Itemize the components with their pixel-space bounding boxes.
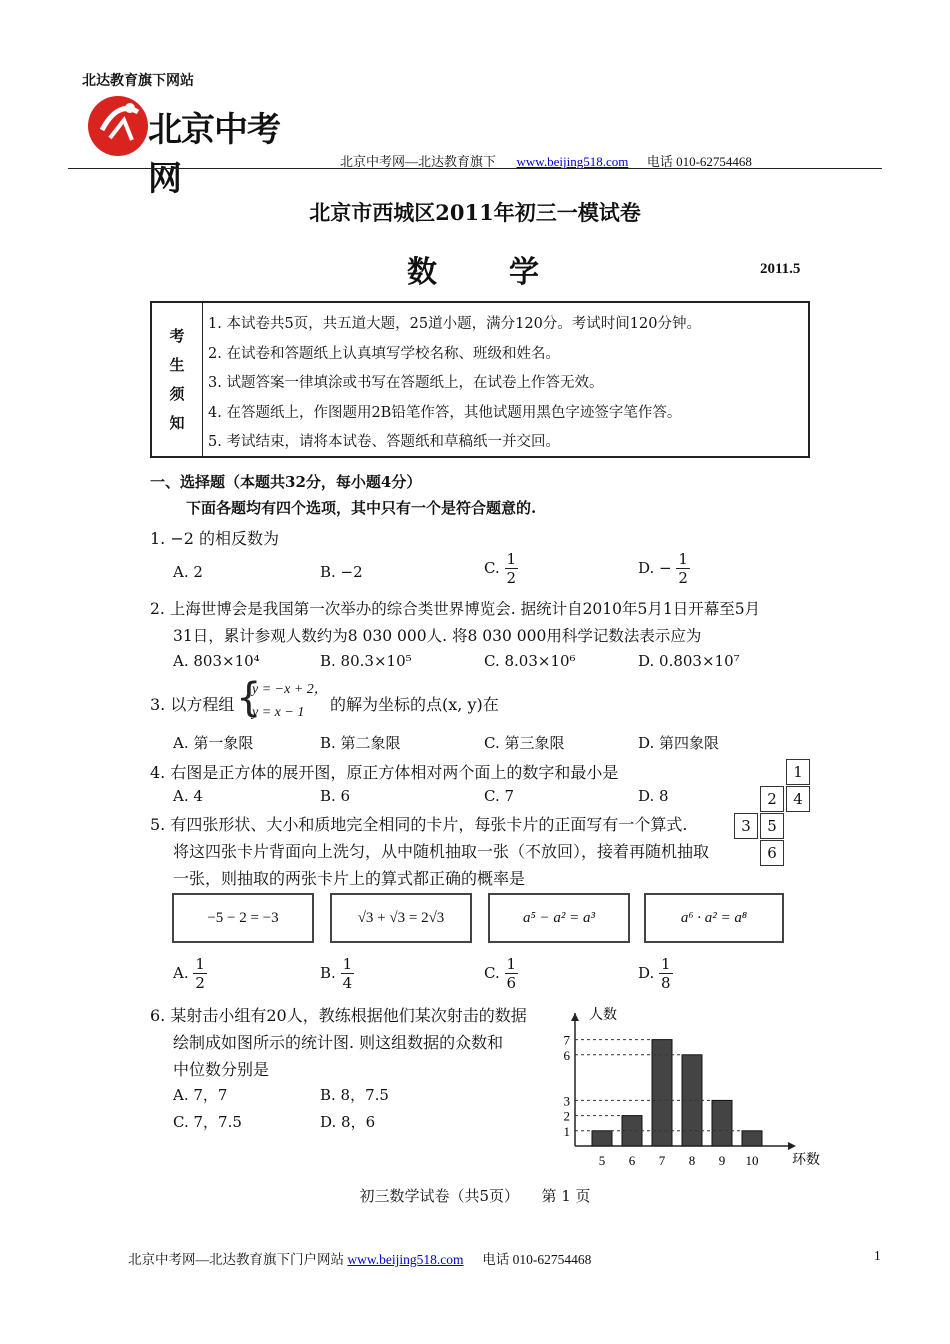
q5-line2: 将这四张卡片背面向上洗匀，从中随机抽取一张（不放回），接着再随机抽取: [173, 842, 710, 861]
x-axis-arrow: [788, 1142, 796, 1150]
cube-face: 4: [786, 786, 810, 812]
notice-item: 1. 本试卷共5页，共五道大题，25道小题，满分120分。考试时间120分钟。: [208, 316, 701, 332]
fraction: $\frac{1}{6}$: [506, 955, 517, 992]
q3-eq2: y = x − 1: [252, 705, 305, 720]
cube-face: 1: [786, 759, 810, 785]
y-tick-label: 6: [563, 1047, 570, 1063]
header-prefix: 北京中考网—北达教育旗下: [340, 154, 497, 169]
notice-item: 3. 试题答案一律填涂或书写在答题纸上，在试卷上作答无效。: [208, 375, 604, 391]
q1-option-a[interactable]: A. 2: [173, 563, 203, 581]
q4-option-b[interactable]: B. 6: [320, 787, 351, 805]
score-bar-chart: [540, 995, 820, 1175]
y-tick-label: 2: [563, 1108, 570, 1124]
section-instruction: 下面各题均有四个选项，其中只有一个是符合题意的.: [186, 499, 537, 517]
q5-option-b[interactable]: [320, 957, 354, 991]
q6-option-d[interactable]: D. 8，6: [320, 1113, 376, 1131]
header-phone: 电话 010-62754468: [646, 154, 752, 169]
q5-line1: 5. 有四张形状、大小和质地完全相同的卡片，每张卡片的正面写有一个算式.: [150, 815, 688, 834]
fraction: $\frac{1}{2}$: [506, 550, 517, 587]
q1-stem: 1. −2 的相反数为: [150, 529, 280, 548]
q3-option-d[interactable]: D. 第四象限: [638, 734, 720, 752]
q5-line3: 一张，则抽取的两张卡片上的算式都正确的概率是: [173, 869, 526, 888]
formula-card[interactable]: √3 + √3 = 2√3: [330, 893, 472, 943]
notice-item: 4. 在答题纸上，作图题用2B铅笔作答，其他试题用黑色字迹签字笔作答。: [208, 404, 682, 421]
q6-option-c[interactable]: C. 7，7.5: [173, 1113, 242, 1131]
logo: [80, 90, 310, 199]
y-tick-label: 3: [563, 1093, 570, 1109]
x-tick-label: 10: [745, 1153, 759, 1168]
formula-card[interactable]: a⁶ · a² = a⁸: [644, 893, 784, 943]
q1-option-c[interactable]: [484, 552, 518, 586]
section-heading: 一、选择题（本题共32分，每小题4分）: [150, 473, 422, 491]
footer-url-link[interactable]: www.beijing518.com: [347, 1252, 464, 1267]
bar: [742, 1131, 762, 1146]
bar: [712, 1100, 732, 1146]
y-axis-arrow: [571, 1013, 579, 1021]
page-footer: 初三数学试卷（共5页） 第 1 页: [359, 1187, 591, 1205]
x-tick-label: 5: [598, 1153, 606, 1168]
q5-option-a[interactable]: [173, 957, 207, 991]
x-tick-label: 6: [628, 1153, 636, 1168]
logo-caption: 北达教育旗下网站: [82, 73, 194, 89]
exam-title: 北京市西城区2011年初三一模试卷: [309, 200, 641, 225]
notice-label-char: 考: [169, 326, 185, 345]
y-tick-label: 7: [563, 1032, 570, 1048]
header-rule: [68, 168, 882, 169]
footer-phone: 电话 010-62754468: [482, 1252, 592, 1267]
fraction: $\frac{1}{2}$: [678, 550, 688, 587]
notice-label-char: 生: [169, 355, 185, 374]
site-footer: [128, 1248, 591, 1268]
y-tick-label: 1: [563, 1123, 570, 1139]
q2-option-c[interactable]: C. 8.03×10⁶: [484, 652, 576, 670]
notice-label: [152, 303, 203, 456]
option-label: C.: [484, 559, 500, 577]
cube-face: 5: [760, 813, 784, 839]
x-axis-label: 环数: [792, 1152, 820, 1168]
cube-face: 3: [734, 813, 758, 839]
q6-option-b[interactable]: B. 8，7.5: [320, 1086, 389, 1104]
q5-option-c[interactable]: [484, 957, 518, 991]
q5-option-d[interactable]: [638, 957, 673, 991]
q3-option-b[interactable]: B. 第二象限: [320, 734, 401, 752]
notice-item: 2. 在试卷和答题纸上认真填写学校名称、班级和姓名。: [208, 345, 560, 362]
formula-card[interactable]: −5 − 2 = −3: [172, 893, 314, 943]
option-label: C.: [484, 964, 500, 982]
notice-box: [150, 301, 810, 458]
q1-option-b[interactable]: B. −2: [320, 563, 363, 581]
q4-option-a[interactable]: A. 4: [173, 787, 203, 805]
header-url-link[interactable]: www.beijing518.com: [516, 154, 629, 169]
formula-card[interactable]: a⁵ − a² = a³: [488, 893, 630, 943]
q4-option-c[interactable]: C. 7: [484, 787, 515, 805]
q3-eq1: y = −x + 2，: [252, 682, 328, 697]
cube-face: 6: [760, 840, 784, 866]
notice-label-char: 须: [169, 384, 185, 403]
cube-face: 2: [760, 786, 784, 812]
footer-prefix: 北京中考网—北达教育旗下门户网站: [128, 1252, 344, 1267]
notice-item: 5. 考试结束，请将本试卷、答题纸和草稿纸一并交回。: [208, 434, 560, 450]
q4-stem: 4. 右图是正方体的展开图，原正方体相对两个面上的数字和最小是: [150, 763, 619, 782]
y-axis-label: 人数: [589, 1007, 617, 1023]
q2-option-b[interactable]: B. 80.3×10⁵: [320, 652, 412, 670]
option-label: D.: [638, 964, 655, 982]
x-tick-label: 9: [718, 1153, 726, 1168]
bar: [592, 1131, 612, 1146]
q3-option-c[interactable]: C. 第三象限: [484, 734, 565, 752]
bar: [652, 1040, 672, 1146]
fraction: $\frac{1}{2}$: [195, 955, 205, 992]
option-label: B.: [320, 964, 336, 982]
q3-suffix: 的解为坐标的点(x, y)在: [330, 695, 499, 714]
q3-prefix: 3. 以方程组: [150, 695, 235, 714]
logo-text: 北京中考网: [148, 110, 280, 199]
q3-system-brace: {: [236, 675, 262, 721]
q1-option-d[interactable]: [638, 552, 690, 586]
q6-line3: 中位数分别是: [173, 1060, 270, 1079]
q6-option-a[interactable]: A. 7，7: [173, 1086, 228, 1104]
fraction: $\frac{1}{4}$: [342, 955, 353, 992]
q2-option-d[interactable]: D. 0.803×10⁷: [638, 652, 740, 670]
q4-option-d[interactable]: D. 8: [638, 787, 669, 805]
footer-page-number: 1: [874, 1248, 881, 1263]
q6-line2: 绘制成如图所示的统计图. 则这组数据的众数和: [173, 1033, 504, 1052]
q3-option-a[interactable]: A. 第一象限: [173, 734, 254, 752]
q2-line2: 31日，累计参观人数约为8 030 000人. 将8 030 000用科学记数法表示应为: [173, 627, 702, 645]
q2-option-a[interactable]: A. 803×10⁴: [173, 652, 260, 670]
fraction: $\frac{1}{8}$: [661, 955, 671, 992]
q2-line1: 2. 上海世博会是我国第一次举办的综合类世界博览会. 据统计自2010年5月1日开幕至5月: [150, 600, 761, 618]
subject-title: 数 学: [407, 255, 543, 290]
option-label: A.: [173, 964, 189, 982]
notice-list: [208, 310, 701, 458]
x-tick-label: 8: [688, 1153, 696, 1168]
exam-date: 2011.5: [760, 261, 801, 277]
notice-label-char: 知: [169, 413, 185, 432]
q6-line1: 6. 某射击小组有20人，教练根据他们某次射击的数据: [150, 1006, 527, 1025]
x-tick-label: 7: [658, 1153, 666, 1168]
option-label: D. −: [638, 559, 672, 577]
